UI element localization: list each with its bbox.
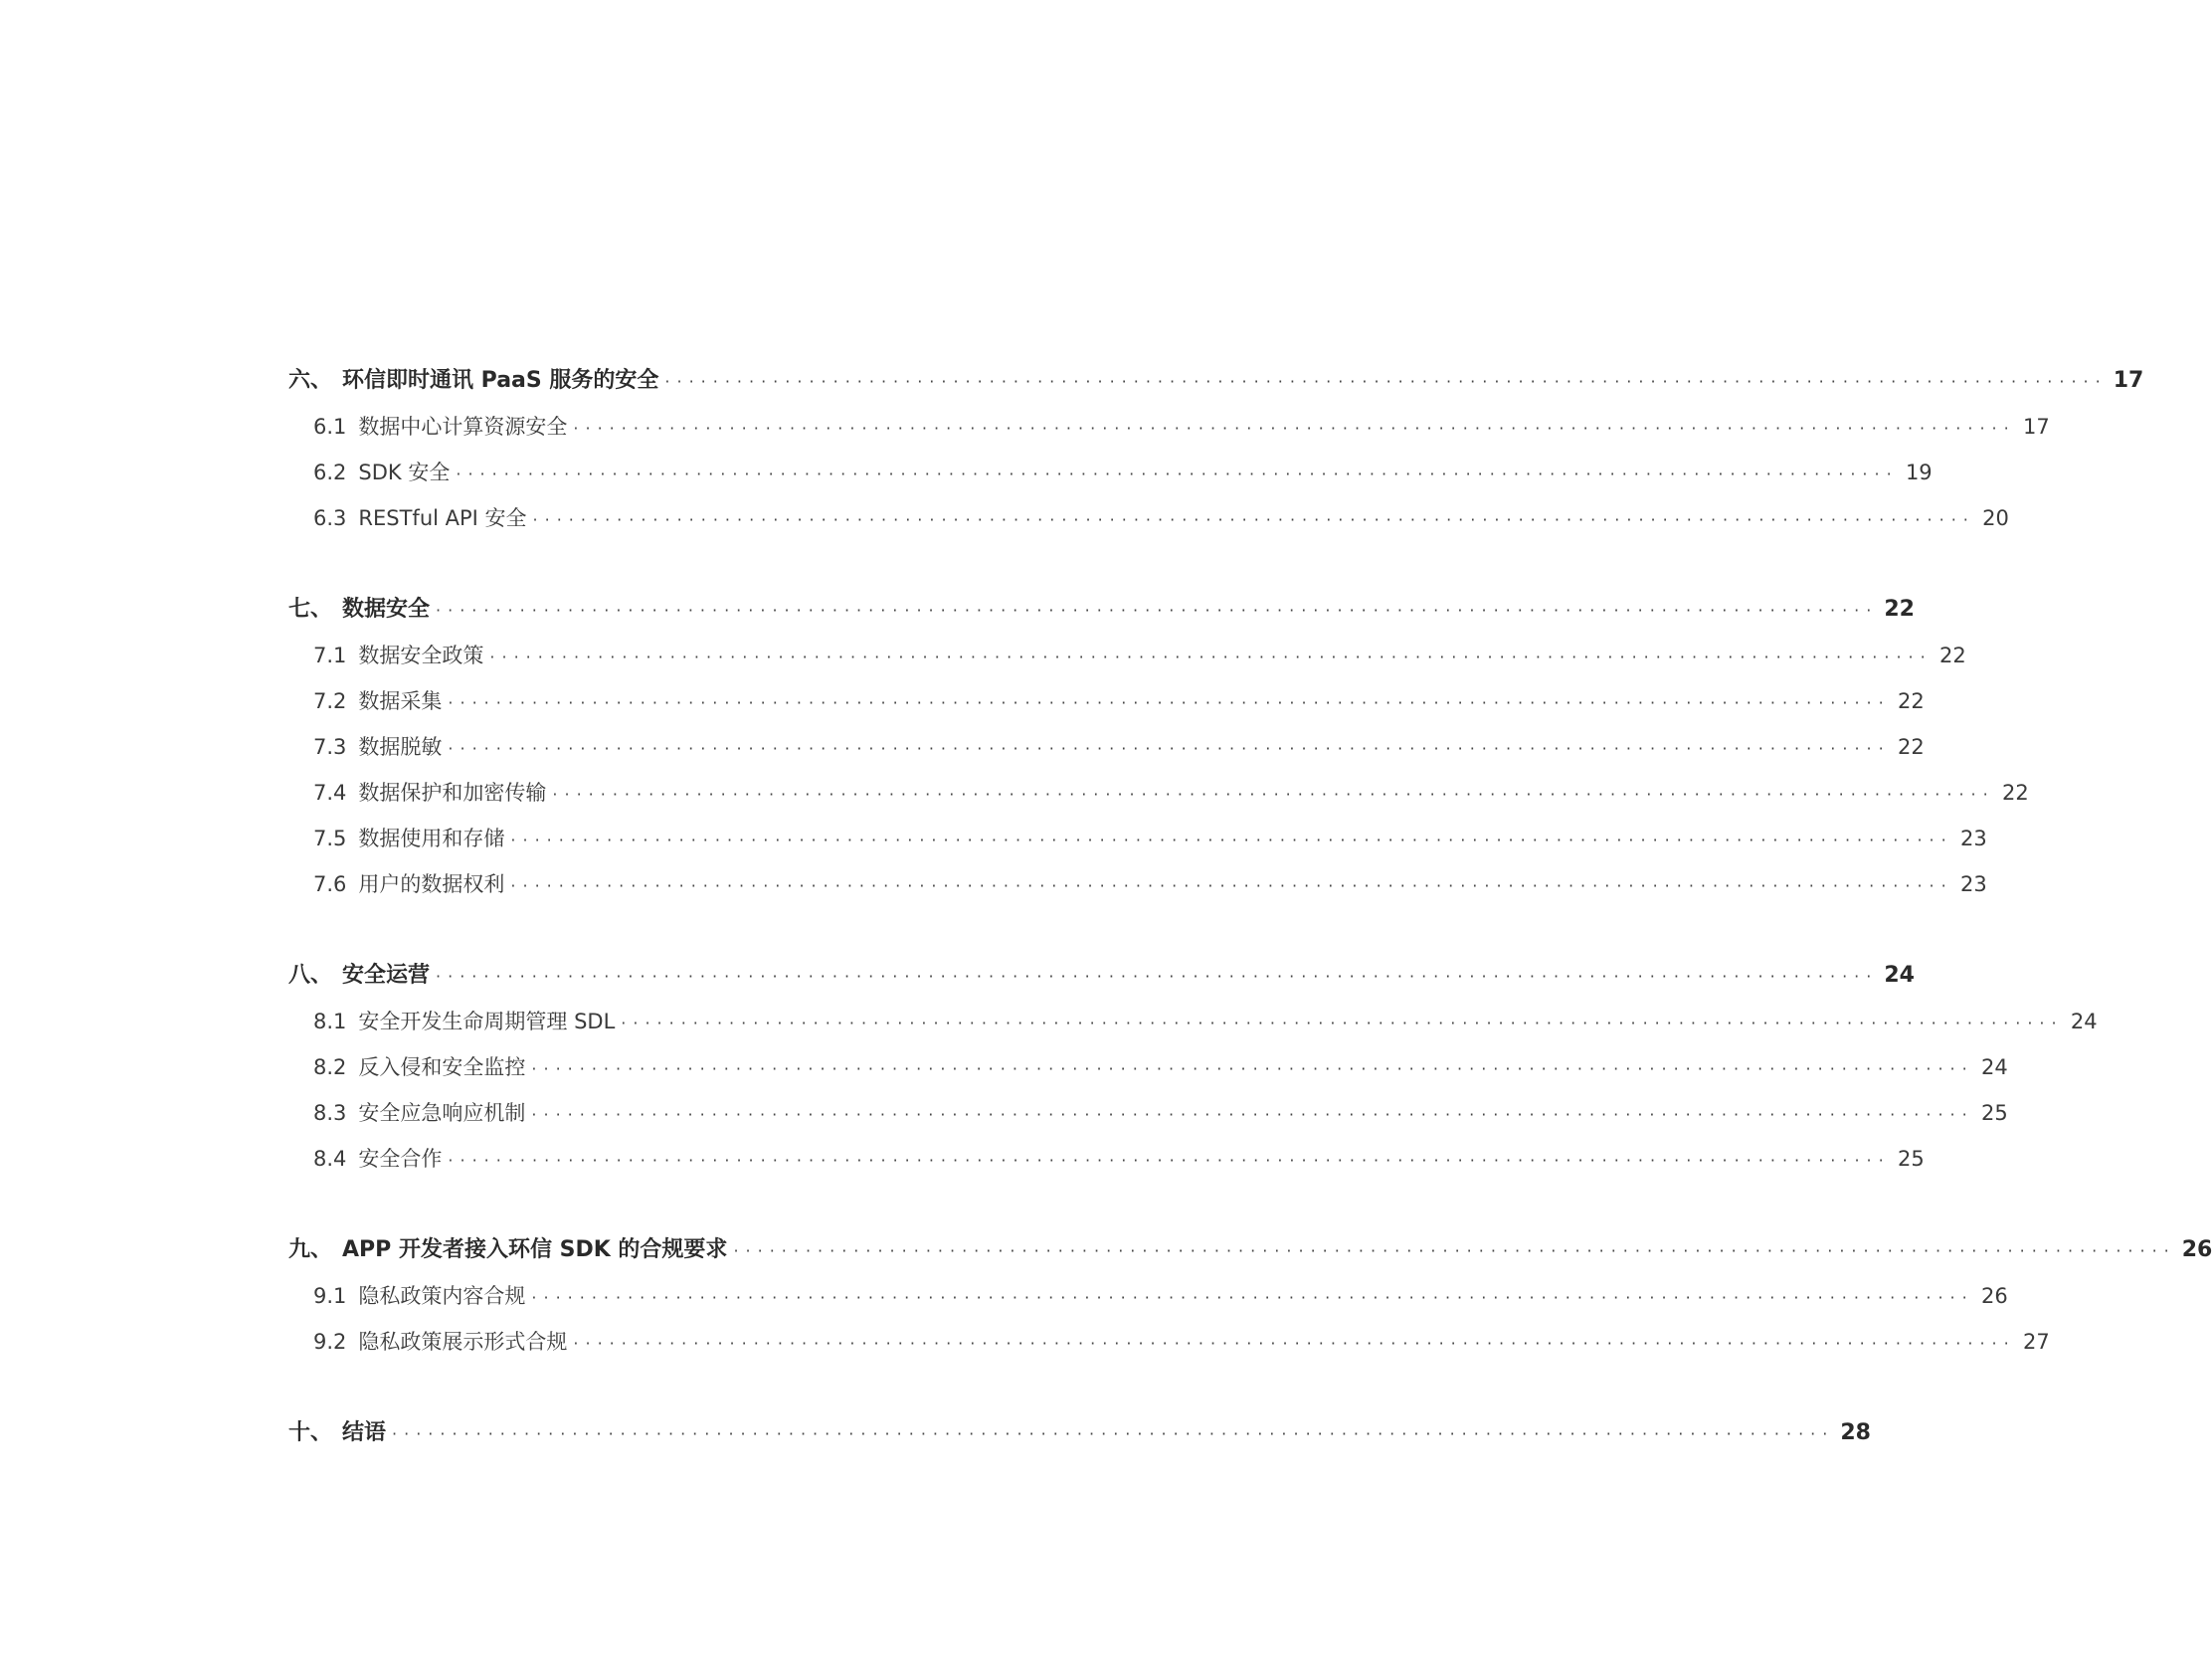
dot-leader: ························································································································ <box>664 372 2108 391</box>
toc-subsection-title: 7.3 数据脱敏 <box>313 735 443 759</box>
dot-leader: ························································································································ <box>531 1059 1974 1078</box>
toc-subsection-entry[interactable] <box>288 1044 2008 1090</box>
toc-page-number: 24 <box>1980 1055 2008 1079</box>
toc-subsection-title: 7.6 用户的数据权利 <box>313 872 505 896</box>
toc-subsection-entry[interactable] <box>288 678 1925 724</box>
toc-subsection-title: 7.2 数据采集 <box>313 689 443 713</box>
toc-page-number: 22 <box>1938 644 1966 667</box>
toc-subsection-entry[interactable] <box>288 450 1933 495</box>
toc-page-number: 28 <box>1840 1420 1871 1445</box>
toc-chapter-entry[interactable] <box>288 587 1915 633</box>
dot-leader: ························································································································ <box>531 1288 1974 1307</box>
dot-leader: ························································································································ <box>448 739 1891 758</box>
toc-subsection-title: 9.1 隐私政策内容合规 <box>313 1284 526 1308</box>
toc-page-number: 19 <box>1905 461 1933 484</box>
toc-subsection-title: 8.2 反入侵和安全监控 <box>313 1055 526 1079</box>
toc-page-number: 25 <box>1897 1147 1925 1171</box>
toc-subsection-entry[interactable] <box>288 816 1987 861</box>
toc-subsection-title: 6.2 SDK 安全 <box>313 461 451 484</box>
dot-leader: ························································································································ <box>573 1334 2016 1353</box>
toc-subsection-entry[interactable] <box>288 1090 2008 1136</box>
toc-page-number: 24 <box>1884 963 1915 988</box>
toc-chapter-title: 八、 安全运营 <box>288 963 431 988</box>
toc-subsection-entry[interactable] <box>288 633 1966 678</box>
toc-page-number: 26 <box>1980 1284 2008 1308</box>
toc-page-number: 27 <box>2022 1330 2050 1354</box>
dot-leader: ························································································································ <box>448 1151 1891 1170</box>
toc-chapter-title: 九、 APP 开发者接入环信 SDK 的合规要求 <box>288 1237 728 1262</box>
toc-page-number: 17 <box>2022 415 2050 439</box>
dot-leader: ························································································································ <box>456 465 1899 483</box>
toc-subsection-entry[interactable] <box>288 999 2098 1044</box>
toc-page-number: 24 <box>2070 1010 2098 1033</box>
dot-leader: ························································································································ <box>436 601 1879 620</box>
toc-section <box>288 953 2098 1182</box>
toc-subsection-title: 7.1 数据安全政策 <box>313 644 484 667</box>
toc-chapter-entry[interactable] <box>288 1227 2212 1273</box>
dot-leader: ························································································································ <box>733 1241 2176 1260</box>
dot-leader: ························································································································ <box>621 1014 2064 1032</box>
toc-chapter-title: 七、 数据安全 <box>288 597 431 622</box>
toc-subsection-entry[interactable] <box>288 1319 2050 1365</box>
toc-section <box>288 358 2144 541</box>
toc-subsection-title: 8.1 安全开发生命周期管理 SDL <box>313 1010 616 1033</box>
toc-subsection-title: 7.4 数据保护和加密传输 <box>313 781 547 805</box>
dot-leader: ························································································································ <box>552 785 1995 804</box>
toc-subsection-title: 8.3 安全应急响应机制 <box>313 1101 526 1125</box>
dot-leader: ························································································································ <box>392 1424 1835 1443</box>
toc-subsection-title: 6.1 数据中心计算资源安全 <box>313 415 568 439</box>
toc-subsection-title: 6.3 RESTful API 安全 <box>313 506 527 530</box>
toc-page-number: 23 <box>1959 872 1987 896</box>
toc-section <box>288 1227 2212 1365</box>
table-of-contents <box>288 358 2212 1502</box>
toc-subsection-entry[interactable] <box>288 404 2050 450</box>
toc-page-number: 22 <box>1897 735 1925 759</box>
toc-chapter-title: 六、 环信即时通讯 PaaS 服务的安全 <box>288 368 659 393</box>
toc-subsection-title: 8.4 安全合作 <box>313 1147 443 1171</box>
toc-page-number: 22 <box>2001 781 2029 805</box>
dot-leader: ························································································································ <box>448 693 1891 712</box>
toc-subsection-title: 9.2 隐私政策展示形式合规 <box>313 1330 568 1354</box>
toc-section <box>288 587 2029 907</box>
toc-page-number: 23 <box>1959 827 1987 850</box>
toc-page-number: 22 <box>1897 689 1925 713</box>
dot-leader: ························································································································ <box>510 831 1953 849</box>
dot-leader: ························································································································ <box>573 419 2016 438</box>
toc-chapter-title: 十、 结语 <box>288 1420 387 1445</box>
toc-subsection-entry[interactable] <box>288 1273 2008 1319</box>
toc-page-number: 26 <box>2181 1237 2212 1262</box>
toc-subsection-title: 7.5 数据使用和存储 <box>313 827 505 850</box>
dot-leader: ························································································································ <box>510 876 1953 895</box>
toc-section <box>288 1410 1871 1456</box>
toc-subsection-entry[interactable] <box>288 1136 1925 1182</box>
toc-page-number: 20 <box>1982 506 2009 530</box>
toc-chapter-entry[interactable] <box>288 1410 1871 1456</box>
toc-subsection-entry[interactable] <box>288 724 1925 770</box>
toc-page-number: 25 <box>1980 1101 2008 1125</box>
toc-chapter-entry[interactable] <box>288 358 2144 404</box>
dot-leader: ························································································································ <box>532 510 1975 529</box>
toc-page-number: 22 <box>1884 597 1915 622</box>
dot-leader: ························································································································ <box>531 1105 1974 1124</box>
toc-subsection-entry[interactable] <box>288 770 2029 816</box>
toc-chapter-entry[interactable] <box>288 953 1915 999</box>
toc-page-number: 17 <box>2113 368 2144 393</box>
toc-subsection-entry[interactable] <box>288 861 1987 907</box>
dot-leader: ························································································································ <box>436 967 1879 986</box>
toc-subsection-entry[interactable] <box>288 495 2009 541</box>
dot-leader: ························································································································ <box>489 648 1933 666</box>
